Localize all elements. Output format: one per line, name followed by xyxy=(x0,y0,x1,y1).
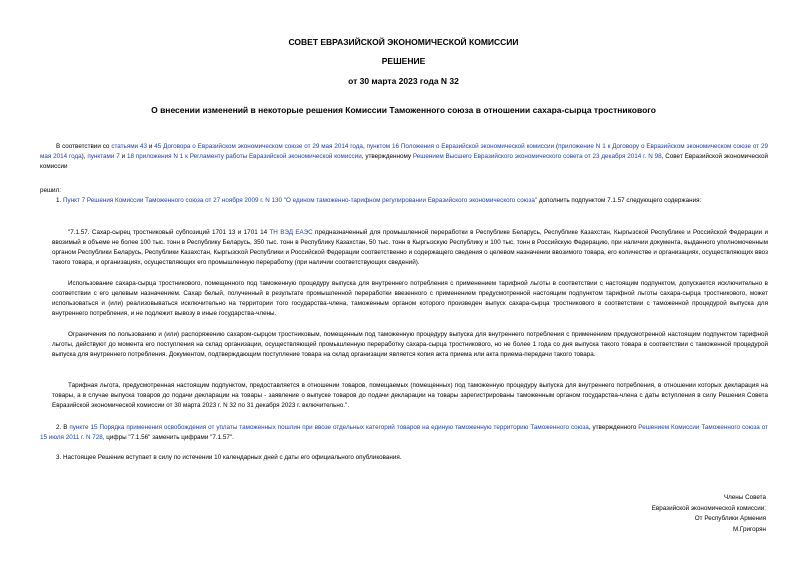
link-treaty-article-45[interactable]: 45 Договора о Евразийском экономическом союзе от 29 мая 2014 года xyxy=(154,143,363,150)
quote-paragraph-3: Ограничения по пользованию и (или) распоряжению сахаром-сырцом тростниковым, помещенным под таможенную процедуру выпуска для внутреннего потребления с применением предусмотренной настоящим подпунктом тарифной льготы, действуют до момента его поступления на склад организации, осуществляющей промышленную переработку сахара-сырца тростникового, но не более 1 года со дня выпуска такого товара в соответствии с таможенной процедурой выпуска для внутреннего потребления. Документом, подтверждающим поступление товара на склад организации является копия акта приема или акта приема-передачи такого товара. xyxy=(52,331,768,358)
item-3-paragraph: 3. Настоящее Решение вступает в силу по истечении 10 календарных дней с даты его официального опубликования. xyxy=(56,454,402,461)
signature-line: От Республики Армения xyxy=(694,515,766,522)
link-rules-annex-18[interactable]: 18 приложения N 1 к Регламенту работы Евразийской экономической комиссии xyxy=(126,153,362,160)
item-2-text: 2. В xyxy=(56,424,70,431)
signatory-name: М.Григорян xyxy=(732,525,766,533)
item-2-text: , цифры "7.1.56" заменить цифрами "7.1.57". xyxy=(102,434,234,441)
preamble-text: ), xyxy=(81,153,88,160)
item-1-paragraph xyxy=(40,196,768,206)
link-article-43[interactable]: статьями 43 xyxy=(111,143,147,150)
link-supreme-council-decision[interactable]: Решением Высшего Евразийского экономического совета от 23 декабря 2014 г. N 98 xyxy=(412,153,662,160)
preamble-text: , xyxy=(362,143,367,150)
document-title: О внесении изменений в некоторые решения Комиссии Таможенного союза в отношении сахара-сырца тростникового xyxy=(151,105,656,115)
quote-1-text: "7.1.57. Сахар-сырец тростниковый субпозиций 1701 13 и 1701 14 xyxy=(68,229,270,236)
document-date-number: от 30 марта 2023 года N 32 xyxy=(348,76,459,86)
preamble-text: , утвержденному xyxy=(361,153,413,160)
item-2-paragraph xyxy=(40,423,768,443)
link-points-7[interactable]: пунктами 7 xyxy=(87,153,120,160)
preamble-text: , Совет Евразийской экономической комиссии xyxy=(40,153,768,170)
link-decision-130[interactable]: Пункт 7 Решения Комиссии Таможенного союза от 27 ноября 2009 г. N 130 "О едином таможенно-тарифном регулировании Евразийского экономического союза" xyxy=(63,197,538,204)
preamble-text: и xyxy=(146,143,155,150)
preamble-text: ( xyxy=(554,143,559,150)
quote-paragraph-4: Тарифная льгота, предусмотренная настоящим подпунктом, предоставляется в отношении товаров, помещаемых (помещенных) под таможенную процедуру выпуска для внутреннего потребления, в отношении которых декларация на товары, а в случае выпуска товаров до подачи декларации на товары - заявление о выпуске товаров до подачи декларации на товары зарегистрированы таможенным органом государства-члена с даты вступления в силу Решения Совета Евразийской экономической комиссии от 30 марта 2023 г. N 32 по 31 декабря 2023 г. включительно.". xyxy=(52,382,768,409)
item-2-text: , утвержденного xyxy=(588,424,639,431)
item-1-text: дополнить подпунктом 7.1.57 следующего содержания: xyxy=(537,197,702,204)
quote-paragraph-2: Использование сахара-сырца тростникового, помещенного под таможенную процедуру выпуска для внутреннего потребления с применением тарифной льготы в соответствии с настоящим подпунктом, допускается исключительно в соответствии с его целевым назначением. Сахар белый, полученный в результате промышленной переработки ввезенного с применением предусмотренной настоящим подпунктом тарифной льготы сахара-сырца тростникового, может использоваться и (или) реализовываться исключительно на территории того государства-члена, таможенным органом которого произведен выпуск сахара-сырца тростникового в соответствии с таможенной процедурой выпуска для внутреннего потребления, и не подлежит вывозу в иные государства-члены. xyxy=(52,280,768,317)
preamble-paragraph xyxy=(40,142,768,172)
quote-paragraph-1 xyxy=(52,228,768,268)
signature-block xyxy=(566,493,766,535)
link-tn-ved-eaeu[interactable]: ТН ВЭД ЕАЭС xyxy=(269,229,313,236)
item-1-text: 1. xyxy=(56,197,64,204)
issuer-heading: СОВЕТ ЕВРАЗИЙСКОЙ ЭКОНОМИЧЕСКОЙ КОМИССИИ xyxy=(288,37,519,47)
link-commission-regulation[interactable]: пунктом 16 Положения о Евразийской экономической комиссии xyxy=(366,143,555,150)
resolved-label: решил: xyxy=(40,187,61,194)
link-treaty-annex-1[interactable]: приложение N 1 к Договору о Евразийском экономическом союзе от 29 мая 2014 года xyxy=(40,143,769,160)
signature-line: Евразийской экономической комиссии: xyxy=(651,504,766,512)
preamble-text: и xyxy=(119,153,127,160)
link-point-15-procedure[interactable]: пункте 15 Порядка применения освобождения от уплаты таможенных пошлин при ввозе отдельных категорий товаров на единую таможенную территорию Таможенного союза xyxy=(69,424,589,431)
preamble-text: В соответствии со xyxy=(56,143,112,150)
quote-1-text: предназначенный для промышленной переработки в Республике Беларусь, Республике Казахстан, Кыргызской Республике и Российской Федерации и ввозимый в объеме не более 100 тыс. тонн в Республику Беларусь, 350 тыс. тонн в Республику Казахстан, 50 тыс. тонн в Кыргызскую Республику и 100 тыс. тонн в Российскую Федерацию, при наличии документа, выданного уполномоченным органом Республики Беларусь, Республики Казахстан, Кыргызской Республики и Российской Федерации соответственно и содержащего сведения о целевом назначении ввозимого товара, его количестве и организациях, осуществляющих ввоз такого товара, и организациях, осуществляющих его промышленную переработку (при наличии соответствующих сведений). xyxy=(52,229,768,266)
signature-line: Члены Совета xyxy=(723,494,766,501)
link-decision-728[interactable]: Решением Комиссии Таможенного союза от 15 июля 2011 г. N 728 xyxy=(40,424,769,441)
document-type: РЕШЕНИЕ xyxy=(381,56,426,66)
